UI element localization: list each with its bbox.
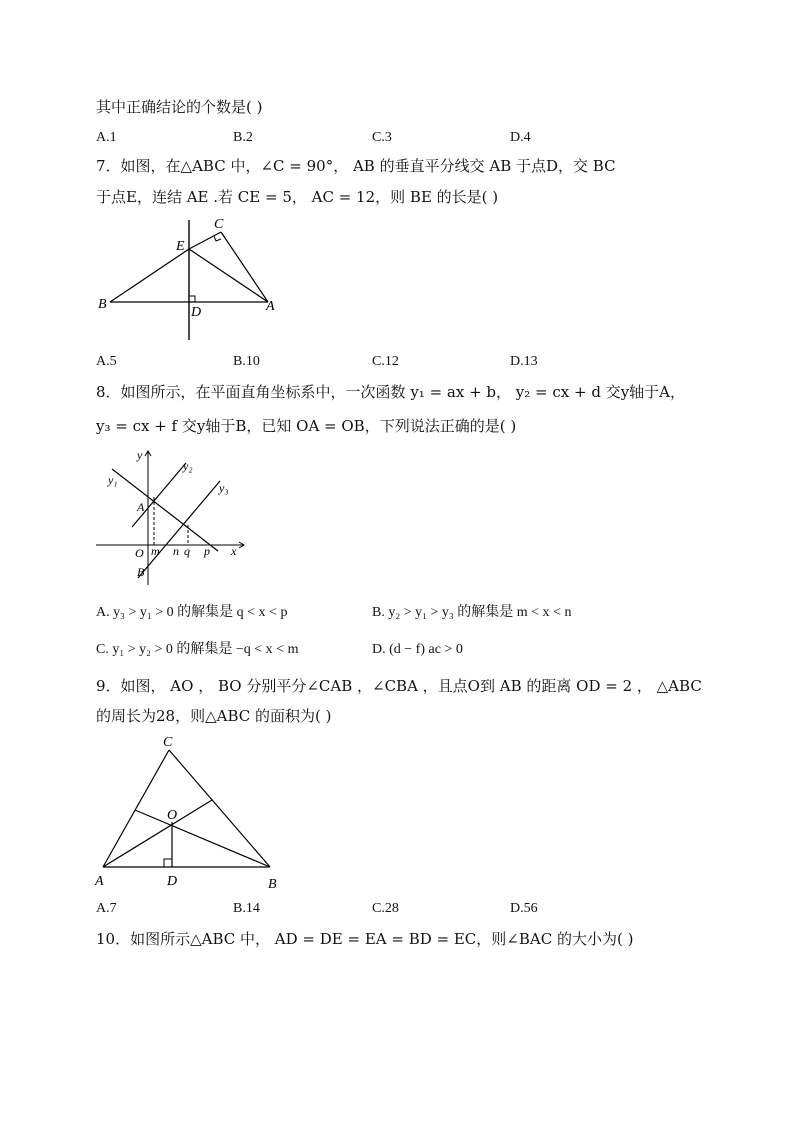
q9-label-o: O <box>167 808 178 823</box>
q9-option-a: A.7 <box>96 901 117 916</box>
question-9-line-2: 的周长为28，则△ABC 的面积为( ) <box>96 707 332 725</box>
q9-triangle-figure <box>90 730 290 895</box>
q7-label-c: C <box>214 217 224 232</box>
q9-label-b: B <box>268 877 277 892</box>
question-10-line-1: 10．如图所示△ABC 中， AD = DE = EA = BD = EC，则∠BAC 的大小为( ) <box>96 930 634 948</box>
q9-label-a: A <box>95 874 104 889</box>
q7-triangle-figure <box>90 210 290 350</box>
question-9-line-1: 9．如图， AO ， BO 分别平分∠CAB ，∠CBA ，且点O到 AB 的距离 OD = 2 ， △ABC <box>96 677 702 695</box>
q8-label-y3: y₃ <box>219 481 229 495</box>
q7-option-a: A.5 <box>96 354 117 369</box>
q8-label-p: p <box>204 544 210 558</box>
question-8-line-1: 8．如图所示，在平面直角坐标系中，一次函数 y₁ = ax + b， y₂ = cx + d 交y轴于A， <box>96 383 686 401</box>
q9-label-d: D <box>167 874 178 889</box>
question-8-line-2: y₃ = cx + f 交y轴于B，已知 OA = OB，下列说法正确的是( ) <box>96 417 517 435</box>
q8-label-o: O <box>135 546 144 560</box>
q8-option-d: D. (d − f) ac > 0 <box>372 642 463 657</box>
q7-label-b: B <box>98 297 107 312</box>
q9-option-c: C.28 <box>372 901 399 916</box>
q8-option-c: C. y₁ > y₂ > 0 的解集是 −q < x < m <box>96 642 299 657</box>
q8-label-q: q <box>184 544 190 558</box>
question-6-stem-tail: 其中正确结论的个数是( ) <box>96 98 263 116</box>
q7-label-e: E <box>176 239 185 254</box>
q7-option-b: B.10 <box>233 354 260 369</box>
q8-label-n: n <box>173 544 179 558</box>
q7-label-a: A <box>266 299 275 314</box>
q6-option-c: C.3 <box>372 130 392 145</box>
q9-label-c: C <box>163 735 173 750</box>
q8-label-x-axis: x <box>231 544 237 558</box>
q7-option-c: C.12 <box>372 354 399 369</box>
q6-option-b: B.2 <box>233 130 253 145</box>
q7-option-d: D.13 <box>510 354 538 369</box>
q8-coordinate-figure <box>94 447 254 592</box>
q8-label-b: B <box>137 565 145 579</box>
question-7-line-1: 7．如图，在△ABC 中，∠C = 90°， AB 的垂直平分线交 AB 于点D，交 BC <box>96 157 616 175</box>
q8-label-m: m <box>151 544 160 558</box>
q9-option-d: D.56 <box>510 901 538 916</box>
q6-option-d: D.4 <box>510 130 531 145</box>
q8-label-y-axis: y <box>137 448 143 462</box>
q8-label-y2: y₂ <box>183 459 193 473</box>
q8-option-b: B. y₂ > y₁ > y₃ 的解集是 m < x < n <box>372 605 572 620</box>
q8-label-a: A <box>137 500 145 514</box>
q6-option-a: A.1 <box>96 130 117 145</box>
q9-option-b: B.14 <box>233 901 260 916</box>
q7-label-d: D <box>191 305 202 320</box>
q8-option-a: A. y₃ > y₁ > 0 的解集是 q < x < p <box>96 605 288 620</box>
q8-label-y1: y₁ <box>108 473 118 487</box>
question-7-line-2: 于点E，连结 AE .若 CE = 5， AC = 12，则 BE 的长是( ) <box>96 188 499 206</box>
